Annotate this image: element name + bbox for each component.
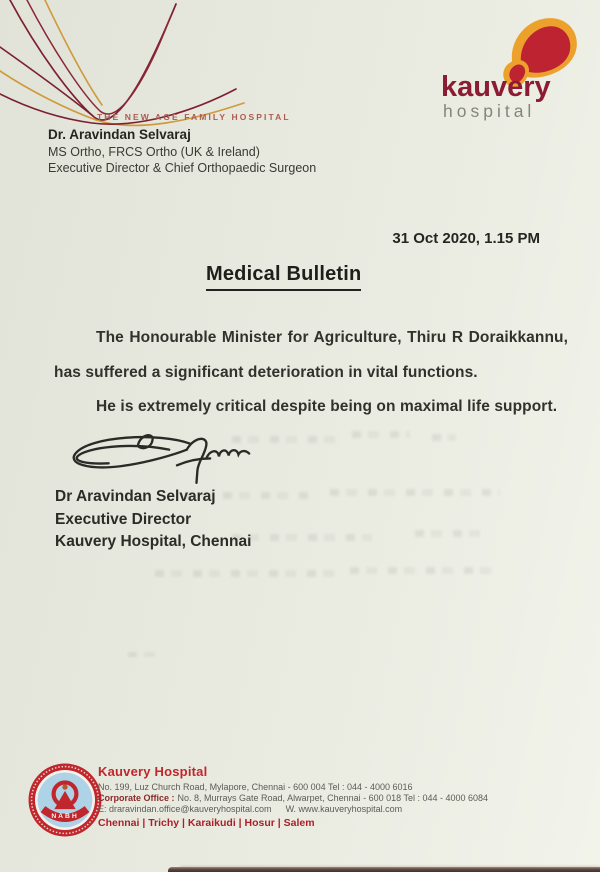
bleed-through-smudge xyxy=(415,530,485,537)
body-line: He is extremely critical despite being on maximal life support. xyxy=(96,398,558,415)
footer-website: W. www.kauveryhospital.com xyxy=(285,803,403,814)
bleed-through-smudge xyxy=(330,489,500,496)
doctor-letterhead-block xyxy=(48,127,316,176)
footer-contact-block xyxy=(98,764,488,829)
doctor-credentials: MS Ortho, FRCS Ortho (UK & Ireland) xyxy=(48,145,260,159)
letter-datetime: 31 Oct 2020, 1.15 PM xyxy=(392,230,540,247)
signature xyxy=(52,424,257,488)
brand-wordmark-sub: hospital xyxy=(443,101,536,121)
bleed-through-smudge xyxy=(232,436,336,443)
signatory-title: Executive Director xyxy=(55,510,192,528)
scan-bottom-edge xyxy=(168,867,600,872)
bleed-through-smudge xyxy=(155,570,335,577)
brand-tagline: THE NEW AGE FAMILY HOSPITAL xyxy=(97,112,291,122)
bleed-through-smudge xyxy=(350,567,500,574)
footer-online-line xyxy=(98,804,488,815)
signatory-organization: Kauvery Hospital, Chennai xyxy=(55,533,252,550)
bleed-through-smudge xyxy=(128,652,158,657)
footer-email: E: draravindan.office@kauveryhospital.com xyxy=(98,803,272,814)
footer-corporate-label: Corporate Office : xyxy=(98,792,175,803)
bleed-through-smudge xyxy=(232,534,372,541)
letter-title: Medical Bulletin xyxy=(206,263,361,291)
footer-organization: Kauvery Hospital xyxy=(98,764,208,779)
footer-address-line: No. 199, Luz Church Road, Mylapore, Chennai - 600 004 Tel : 044 - 4000 6016 xyxy=(98,782,413,792)
nabh-seal-icon xyxy=(27,762,103,838)
signatory-name: Dr Aravindan Selvaraj xyxy=(55,488,216,505)
bleed-through-smudge xyxy=(432,434,456,441)
brand-wordmark-main: kauvery xyxy=(441,71,551,103)
footer-corporate-line xyxy=(98,793,488,804)
footer-cities: Chennai | Trichy | Karaikudi | Hosur | Salem xyxy=(98,817,315,830)
body-line: has suffered a significant deterioration in vital functions. xyxy=(54,364,478,381)
body-line: The Honourable Minister for Agriculture, Thiru R Doraikkannu, xyxy=(96,329,568,346)
letter-body xyxy=(54,327,568,417)
bleed-through-smudge xyxy=(352,431,410,438)
nabh-seal-text: NABH xyxy=(51,813,79,821)
doctor-designation: Executive Director & Chief Orthopaedic Surgeon xyxy=(48,160,317,175)
footer-corporate-address: No. 8, Murrays Gate Road, Alwarpet, Chennai - 600 018 Tel : 044 - 4000 6084 xyxy=(177,792,489,803)
brand-wordmark xyxy=(441,72,551,121)
bleed-through-smudge xyxy=(185,492,315,499)
doctor-name: Dr. Aravindan Selvaraj xyxy=(48,127,191,142)
